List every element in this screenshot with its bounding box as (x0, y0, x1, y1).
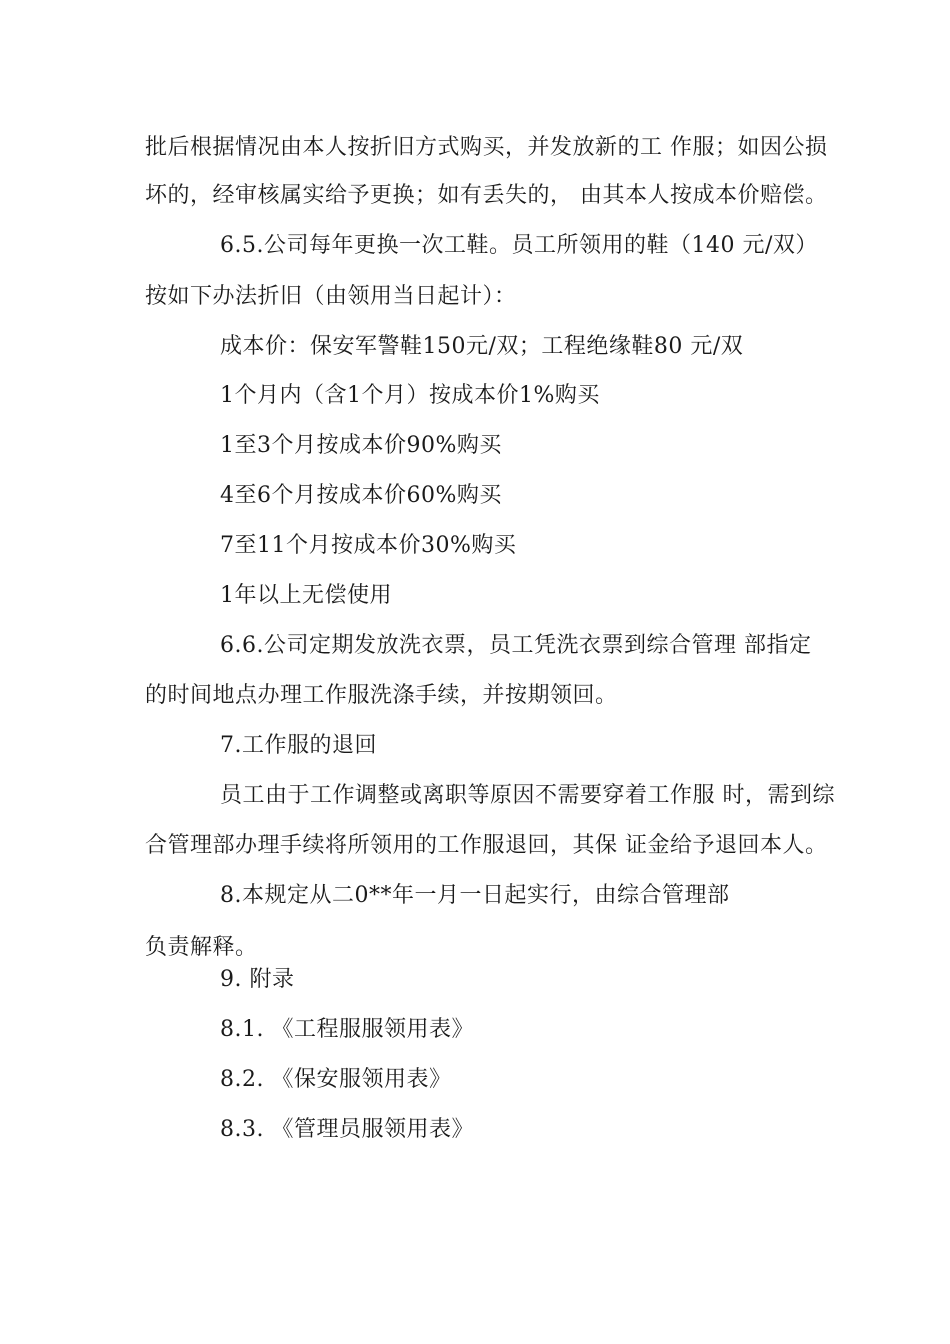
text-line: 员工由于工作调整或离职等原因不需要穿着工作服 时，需到综 (220, 783, 835, 808)
text-line: 的时间地点办理工作服洗涤手续，并按期领回。 (145, 683, 618, 708)
text-line: 1至3个月按成本价90%购买 (220, 433, 502, 458)
section-heading: 9. 附录 (220, 967, 295, 992)
text-line: 4至6个月按成本价60%购买 (220, 483, 502, 508)
text-line: 坏的，经审核属实给予更换；如有丢失的， 由其本人按成本价赔偿。 (145, 183, 828, 208)
text-line: 合管理部办理手续将所领用的工作服退回，其保 证金给予退回本人。 (145, 833, 828, 858)
appendix-item: 8.1. 《工程服服领用表》 (220, 1017, 474, 1042)
text-line: 8.本规定从二0**年一月一日起实行，由综合管理部 (220, 883, 730, 908)
text-line: 7至11个月按成本价30%购买 (220, 533, 517, 558)
text-line: 批后根据情况由本人按折旧方式购买，并发放新的工 作服；如因公损 (145, 135, 828, 160)
text-line: 6.5.公司每年更换一次工鞋。员工所领用的鞋（140 元/双） (220, 233, 818, 258)
text-line: 1个月内（含1个月）按成本价1%购买 (220, 383, 600, 408)
appendix-item: 8.2. 《保安服领用表》 (220, 1067, 452, 1092)
text-line: 负责解释。 (145, 935, 258, 960)
section-heading: 7.工作服的退回 (220, 733, 377, 758)
text-line: 按如下办法折旧（由领用当日起计）： (145, 284, 517, 309)
appendix-item: 8.3. 《管理员服领用表》 (220, 1117, 474, 1142)
text-line: 6.6.公司定期发放洗衣票，员工凭洗衣票到综合管理 部指定 (220, 633, 812, 658)
text-line: 成本价：保安军警鞋150元/双；工程绝缘鞋80 元/双 (220, 334, 744, 359)
text-line: 1年以上无偿使用 (220, 583, 392, 608)
